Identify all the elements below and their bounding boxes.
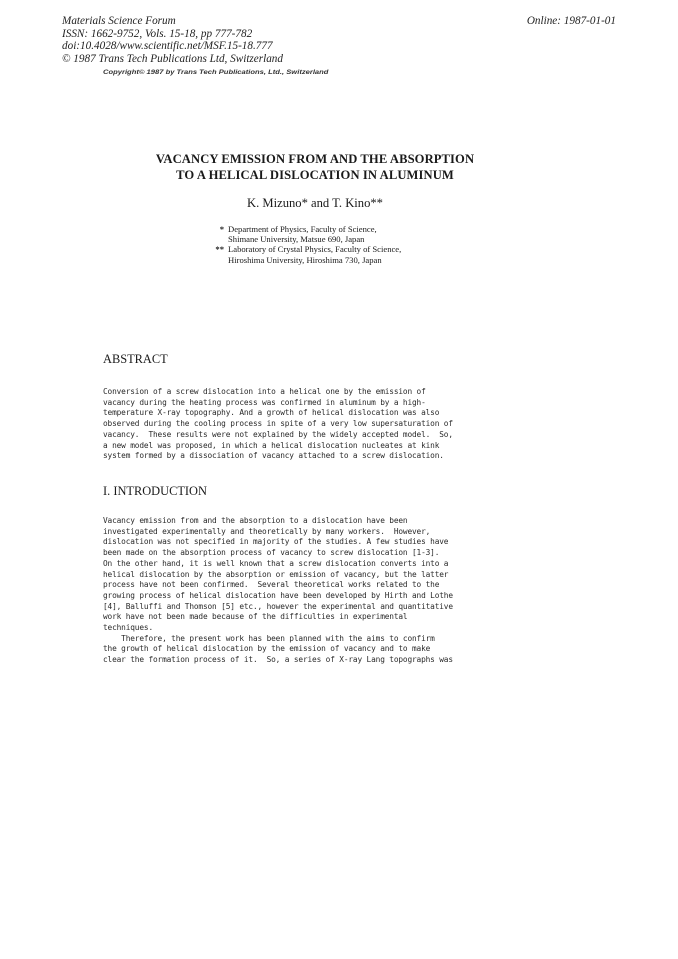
introduction-line: growing process of helical dislocation have been developed by Hirth and Lothe — [103, 590, 453, 600]
paper-title-line: TO A HELICAL DISLOCATION IN ALUMINUM — [176, 167, 454, 182]
abstract-line: system formed by a dissociation of vacancy attached to a screw dislocation. — [103, 451, 444, 461]
affiliation-mark — [206, 234, 228, 244]
affiliation-line — [206, 224, 401, 234]
journal-doi: doi:10.4028/www.scientific.net/MSF.15-18.777 — [62, 40, 273, 53]
online-date: Online: 1987-01-01 — [526, 15, 616, 27]
introduction-line: the growth of helical dislocation by the emission of vacancy and to make — [103, 644, 431, 654]
affiliation-line — [206, 255, 401, 265]
abstract-body — [103, 387, 523, 462]
scanned-copyright-line: Copyright© 1987 by Trans Tech Publications, Ltd., Switzerland — [103, 68, 329, 76]
introduction-line: [4], Balluffi and Thomson [5] etc., however the experimental and quantitative — [103, 601, 453, 611]
paper-authors: K. Mizuno* and T. Kino** — [247, 196, 383, 210]
introduction-line: helical dislocation by the absorption or emission of vacancy, but the latter — [103, 569, 449, 579]
affiliation-line — [206, 234, 401, 244]
introduction-line: dislocation was not specified in majority of the studies. A few studies have — [103, 537, 449, 547]
introduction-heading: I. INTRODUCTION — [103, 484, 207, 498]
introduction-line: Therefore, the present work has been planned with the aims to confirm — [103, 633, 435, 643]
abstract-line: observed during the cooling process in spite of a very low supersaturation of — [103, 419, 453, 429]
abstract-line: Conversion of a screw dislocation into a helical one by the emission of — [103, 387, 426, 396]
affiliation-line — [206, 244, 401, 254]
paper-title-line: VACANCY EMISSION FROM AND THE ABSORPTION — [155, 152, 475, 166]
affiliation-text: Hiroshima University, Hiroshima 730, Japan — [228, 254, 382, 265]
abstract-line: vacancy. These results were not explained by the widely accepted model. So, — [103, 429, 453, 439]
journal-name: Materials Science Forum — [62, 15, 176, 27]
introduction-line: On the other hand, it is well known that a screw dislocation converts into a — [103, 558, 449, 568]
journal-header — [62, 15, 283, 65]
affiliation-mark: * — [219, 224, 224, 234]
introduction-line: techniques. — [103, 623, 153, 633]
journal-issn: ISSN: 1662-9752, Vols. 15-18, pp 777-782 — [62, 27, 253, 40]
affiliation-mark — [206, 255, 228, 265]
affiliations — [206, 224, 401, 265]
paper-title — [0, 152, 630, 183]
abstract-line: a new model was proposed, in which a helical dislocation nucleates at kink — [103, 440, 440, 450]
affiliation-mark: ** — [215, 244, 224, 255]
introduction-body — [103, 516, 523, 666]
abstract-line: vacancy during the heating process was confirmed in aluminum by a high- — [103, 397, 426, 407]
affiliation-text: Department of Physics, Faculty of Science, — [228, 224, 377, 234]
introduction-line: process have not been confirmed. Several theoretical works related to the — [103, 580, 440, 590]
introduction-line: work have not been made because of the difficulties in experimental — [103, 612, 408, 622]
introduction-line: been made on the absorption process of vacancy to screw dislocation [1-3]. — [103, 548, 440, 558]
abstract-line: temperature X-ray topography. And a growth of helical dislocation was also — [103, 408, 440, 418]
introduction-line: Vacancy emission from and the absorption to a dislocation have been — [103, 516, 408, 525]
introduction-line: investigated experimentally and theoretically by many workers. However, — [103, 526, 431, 536]
abstract-heading: ABSTRACT — [103, 352, 168, 366]
affiliation-text: Laboratory of Crystal Physics, Faculty of Science, — [228, 244, 402, 255]
affiliation-text: Shimane University, Matsue 690, Japan — [228, 234, 365, 245]
journal-copyright: © 1987 Trans Tech Publications Ltd, Switzerland — [62, 52, 283, 65]
introduction-line: clear the formation process of it. So, a series of X-ray Lang topographs was — [103, 655, 453, 665]
